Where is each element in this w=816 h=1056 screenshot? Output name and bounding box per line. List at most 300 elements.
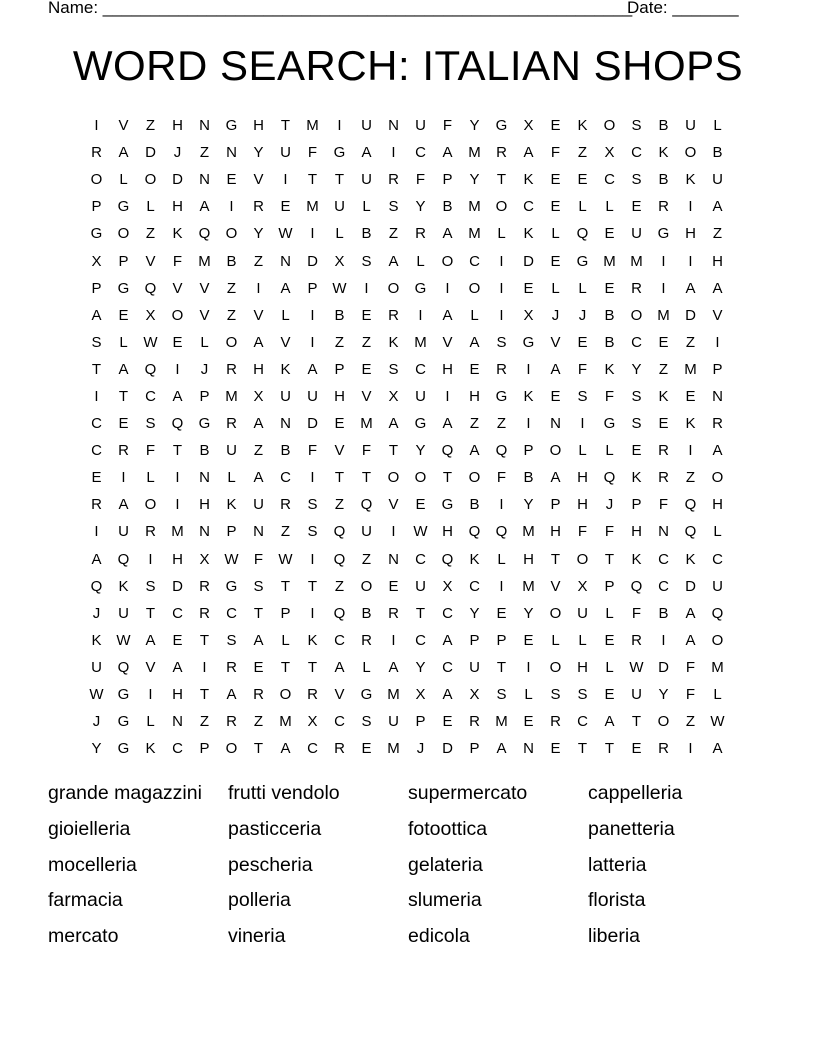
grid-letter: O [414, 469, 427, 487]
grid-letter: X [307, 713, 318, 731]
grid-letter: L [578, 442, 587, 460]
grid-row [83, 654, 731, 681]
grid-letter: I [580, 415, 585, 433]
grid-letter: F [172, 252, 183, 270]
grid-letter: Z [226, 279, 237, 297]
grid-row [83, 275, 731, 302]
grid-letter: M [387, 686, 400, 704]
grid-letter: A [604, 713, 615, 731]
grid-letter: C [631, 333, 642, 351]
grid-letter: H [442, 523, 453, 541]
word-list-item: florista [588, 889, 646, 912]
grid-row [83, 356, 731, 383]
grid-letter: D [442, 740, 453, 758]
grid-letter: T [550, 550, 561, 568]
grid-letter: B [361, 225, 372, 243]
grid-letter: U [253, 496, 264, 514]
grid-letter: D [145, 144, 156, 162]
grid-letter: I [175, 469, 180, 487]
grid-letter: I [526, 415, 531, 433]
grid-row [83, 708, 731, 735]
grid-letter: Y [415, 198, 426, 216]
grid-letter: C [415, 144, 426, 162]
grid-letter: K [118, 577, 129, 595]
grid-letter: B [658, 604, 669, 622]
word-list-item: grande magazzini [48, 782, 202, 804]
grid-letter: C [91, 415, 102, 433]
grid-letter: V [442, 333, 453, 351]
grid-letter: H [199, 496, 210, 514]
grid-letter: I [229, 198, 234, 216]
grid-letter: A [685, 604, 696, 622]
grid-letter: E [361, 306, 372, 324]
grid-letter: P [280, 604, 291, 622]
grid-letter: C [712, 550, 723, 568]
grid-row [83, 220, 731, 247]
grid-letter: P [91, 279, 102, 297]
grid-letter: A [442, 415, 453, 433]
grid-letter: C [91, 442, 102, 460]
grid-letter: E [604, 279, 615, 297]
grid-letter: R [388, 171, 399, 189]
grid-letter: C [172, 740, 183, 758]
grid-letter: V [145, 658, 156, 676]
grid-letter: C [442, 658, 453, 676]
grid-letter: O [144, 171, 157, 189]
grid-letter: R [658, 740, 669, 758]
grid-letter: L [551, 279, 560, 297]
grid-letter: T [604, 740, 615, 758]
grid-letter: Z [577, 144, 588, 162]
grid-letter: F [604, 523, 615, 541]
grid-letter: A [388, 415, 399, 433]
grid-letter: A [91, 550, 102, 568]
grid-letter: C [334, 631, 345, 649]
grid-letter: Q [441, 550, 454, 568]
grid-letter: T [631, 713, 642, 731]
word-list-item: liberia [588, 925, 641, 948]
grid-letter: O [711, 469, 724, 487]
grid-letter: E [577, 171, 588, 189]
grid-letter: R [91, 144, 102, 162]
grid-letter: A [685, 631, 696, 649]
grid-letter: D [658, 658, 669, 676]
grid-letter: M [171, 523, 184, 541]
grid-letter: P [469, 740, 480, 758]
grid-letter: S [361, 713, 372, 731]
grid-letter: F [604, 387, 615, 405]
grid-letter: O [225, 225, 238, 243]
grid-letter: I [526, 658, 531, 676]
grid-letter: E [685, 387, 696, 405]
grid-letter: E [118, 415, 129, 433]
grid-letter: E [280, 198, 291, 216]
word-list-item: pasticceria [228, 817, 322, 840]
grid-letter: I [499, 306, 504, 324]
grid-letter: E [550, 198, 561, 216]
grid-letter: L [227, 469, 236, 487]
grid-letter: U [226, 442, 237, 460]
grid-letter: X [334, 252, 345, 270]
grid-letter: A [442, 306, 453, 324]
grid-letter: E [658, 333, 669, 351]
grid-letter: H [253, 117, 264, 135]
grid-letter: N [280, 415, 291, 433]
grid-letter: U [280, 387, 291, 405]
grid-letter: A [253, 631, 264, 649]
grid-letter: Q [333, 550, 346, 568]
grid-letter: I [310, 333, 315, 351]
grid-letter: L [497, 225, 506, 243]
grid-letter: N [199, 171, 210, 189]
grid-letter: V [253, 171, 264, 189]
grid-letter: K [307, 631, 318, 649]
grid-letter: H [550, 523, 561, 541]
grid-letter: A [361, 144, 372, 162]
grid-letter: Y [469, 604, 480, 622]
grid-letter: A [442, 225, 453, 243]
grid-letter: I [364, 279, 369, 297]
grid-letter: Z [712, 225, 723, 243]
grid-letter: O [90, 171, 103, 189]
grid-letter: W [629, 658, 644, 676]
grid-letter: I [94, 387, 99, 405]
grid-letter: E [496, 604, 507, 622]
grid-letter: L [497, 550, 506, 568]
grid-letter: S [496, 333, 507, 351]
grid-letter: I [121, 469, 126, 487]
grid-letter: O [279, 686, 292, 704]
grid-letter: U [388, 713, 399, 731]
grid-letter: U [361, 523, 372, 541]
grid-letter: O [711, 631, 724, 649]
letter-grid [83, 112, 731, 762]
grid-letter: Q [360, 496, 373, 514]
grid-letter: P [199, 740, 210, 758]
grid-letter: V [172, 279, 183, 297]
grid-letter: Q [333, 604, 346, 622]
grid-letter: I [391, 523, 396, 541]
grid-letter: T [442, 469, 453, 487]
grid-letter: B [469, 496, 480, 514]
grid-letter: G [414, 279, 427, 297]
grid-letter: A [550, 469, 561, 487]
grid-letter: A [442, 144, 453, 162]
word-list-item: mocelleria [48, 853, 137, 876]
grid-letter: A [253, 415, 264, 433]
grid-letter: O [549, 604, 562, 622]
grid-letter: I [94, 523, 99, 541]
grid-letter: K [631, 469, 642, 487]
grid-letter: R [631, 631, 642, 649]
grid-row [83, 139, 731, 166]
grid-letter: F [415, 171, 426, 189]
grid-letter: F [577, 360, 588, 378]
grid-letter: O [144, 496, 157, 514]
grid-letter: S [145, 415, 156, 433]
grid-letter: I [661, 631, 666, 649]
grid-letter: A [496, 740, 507, 758]
grid-letter: S [388, 198, 399, 216]
grid-letter: I [499, 252, 504, 270]
grid-letter: V [118, 117, 129, 135]
grid-letter: N [199, 523, 210, 541]
grid-letter: T [307, 577, 318, 595]
grid-letter: M [495, 713, 508, 731]
grid-letter: T [577, 740, 588, 758]
word-list-item: latteria [588, 853, 647, 876]
grid-letter: A [118, 144, 129, 162]
grid-letter: Q [198, 225, 211, 243]
grid-letter: R [145, 523, 156, 541]
grid-letter: S [226, 631, 237, 649]
grid-letter: P [91, 198, 102, 216]
grid-letter: O [549, 442, 562, 460]
grid-letter: R [307, 686, 318, 704]
grid-letter: M [360, 415, 373, 433]
grid-letter: G [657, 225, 670, 243]
grid-letter: P [469, 631, 480, 649]
grid-letter: U [91, 658, 102, 676]
grid-letter: G [117, 740, 130, 758]
grid-letter: X [388, 387, 399, 405]
grid-letter: A [253, 469, 264, 487]
grid-letter: M [225, 387, 238, 405]
grid-letter: S [307, 496, 318, 514]
grid-letter: I [499, 279, 504, 297]
grid-letter: V [550, 333, 561, 351]
grid-letter: T [307, 658, 318, 676]
grid-letter: L [146, 713, 155, 731]
grid-letter: H [253, 360, 264, 378]
grid-letter: Q [171, 415, 184, 433]
grid-letter: G [441, 496, 454, 514]
grid-letter: C [415, 631, 426, 649]
grid-letter: K [631, 550, 642, 568]
grid-letter: G [576, 252, 589, 270]
grid-letter: R [658, 198, 669, 216]
grid-letter: I [688, 442, 693, 460]
grid-letter: L [605, 658, 614, 676]
grid-letter: C [604, 171, 615, 189]
grid-letter: C [145, 387, 156, 405]
grid-letter: T [604, 550, 615, 568]
grid-letter: M [468, 198, 481, 216]
grid-letter: O [360, 577, 373, 595]
grid-letter: T [496, 658, 507, 676]
grid-letter: E [469, 360, 480, 378]
grid-letter: F [307, 442, 318, 460]
grid-letter: S [631, 415, 642, 433]
grid-letter: Z [334, 496, 345, 514]
grid-letter: V [199, 279, 210, 297]
grid-letter: R [658, 442, 669, 460]
grid-letter: A [388, 252, 399, 270]
grid-letter: A [712, 442, 723, 460]
grid-letter: J [92, 604, 101, 622]
grid-letter: M [414, 333, 427, 351]
grid-letter: E [523, 631, 534, 649]
grid-letter: T [280, 658, 291, 676]
grid-letter: Q [576, 225, 589, 243]
grid-letter: R [712, 415, 723, 433]
grid-letter: C [415, 360, 426, 378]
grid-letter: Y [469, 117, 480, 135]
grid-letter: Z [496, 415, 507, 433]
grid-letter: M [657, 306, 670, 324]
grid-letter: I [499, 577, 504, 595]
grid-letter: T [415, 604, 426, 622]
grid-letter: X [604, 144, 615, 162]
grid-letter: E [631, 740, 642, 758]
grid-letter: O [387, 469, 400, 487]
grid-letter: V [361, 387, 372, 405]
grid-letter: L [119, 171, 128, 189]
grid-letter: A [226, 686, 237, 704]
grid-letter: F [577, 523, 588, 541]
grid-letter: D [307, 415, 318, 433]
grid-letter: Y [415, 658, 426, 676]
grid-letter: A [442, 686, 453, 704]
grid-letter: N [712, 387, 723, 405]
grid-letter: Y [415, 442, 426, 460]
grid-letter: O [468, 279, 481, 297]
grid-letter: O [630, 306, 643, 324]
grid-letter: W [224, 550, 239, 568]
grid-letter: Z [145, 225, 156, 243]
grid-letter: P [226, 523, 237, 541]
grid-letter: R [199, 577, 210, 595]
grid-row [83, 546, 731, 573]
grid-letter: I [310, 306, 315, 324]
grid-letter: R [226, 658, 237, 676]
grid-letter: Q [144, 279, 157, 297]
grid-letter: I [445, 279, 450, 297]
word-list-item: frutti vendolo [228, 782, 340, 804]
grid-letter: Y [523, 496, 534, 514]
grid-row [83, 735, 731, 762]
grid-letter: M [306, 198, 319, 216]
grid-row [83, 437, 731, 464]
grid-letter: Y [658, 686, 669, 704]
grid-letter: R [415, 225, 426, 243]
grid-letter: A [118, 496, 129, 514]
grid-letter: T [496, 171, 507, 189]
grid-letter: I [175, 496, 180, 514]
grid-letter: N [226, 144, 237, 162]
grid-letter: K [685, 171, 696, 189]
grid-letter: M [630, 252, 643, 270]
grid-letter: C [469, 577, 480, 595]
grid-letter: L [605, 198, 614, 216]
grid-letter: I [148, 550, 153, 568]
grid-letter: I [310, 469, 315, 487]
grid-letter: L [578, 279, 587, 297]
grid-letter: W [332, 279, 347, 297]
grid-letter: E [334, 415, 345, 433]
grid-letter: Q [90, 577, 103, 595]
grid-letter: I [283, 171, 288, 189]
grid-letter: L [119, 333, 128, 351]
grid-letter: H [442, 360, 453, 378]
grid-letter: U [118, 523, 129, 541]
grid-letter: Z [199, 713, 210, 731]
grid-letter: H [172, 686, 183, 704]
grid-letter: K [523, 387, 534, 405]
grid-letter: U [307, 387, 318, 405]
grid-letter: J [551, 306, 560, 324]
grid-letter: R [388, 306, 399, 324]
grid-letter: G [117, 686, 130, 704]
grid-letter: X [469, 686, 480, 704]
grid-letter: E [550, 387, 561, 405]
grid-letter: W [710, 713, 725, 731]
grid-letter: U [631, 686, 642, 704]
grid-letter: A [280, 740, 291, 758]
grid-letter: G [495, 117, 508, 135]
grid-row [83, 193, 731, 220]
grid-letter: M [522, 523, 535, 541]
name-field: Name: ________________________________________________________ [48, 0, 633, 17]
grid-letter: E [550, 117, 561, 135]
grid-letter: F [361, 442, 372, 460]
grid-letter: U [334, 198, 345, 216]
grid-row [83, 464, 731, 491]
grid-letter: O [225, 333, 238, 351]
grid-letter: G [225, 117, 238, 135]
grid-letter: Y [91, 740, 102, 758]
grid-letter: Y [253, 225, 264, 243]
grid-letter: R [631, 279, 642, 297]
grid-letter: A [199, 198, 210, 216]
grid-letter: S [91, 333, 102, 351]
word-list-item: mercato [48, 925, 119, 948]
grid-letter: X [523, 117, 534, 135]
grid-letter: V [334, 686, 345, 704]
grid-letter: B [712, 144, 723, 162]
grid-letter: T [253, 740, 264, 758]
grid-letter: F [496, 469, 507, 487]
grid-letter: R [253, 686, 264, 704]
grid-letter: A [253, 333, 264, 351]
grid-letter: E [523, 279, 534, 297]
word-list-item: gelateria [408, 853, 483, 876]
grid-letter: I [310, 225, 315, 243]
grid-letter: Y [523, 604, 534, 622]
grid-letter: W [413, 523, 428, 541]
grid-letter: M [468, 225, 481, 243]
grid-letter: D [172, 577, 183, 595]
grid-letter: R [496, 144, 507, 162]
grid-letter: T [388, 442, 399, 460]
grid-letter: R [361, 631, 372, 649]
grid-letter: K [145, 740, 156, 758]
grid-letter: H [469, 387, 480, 405]
grid-letter: J [92, 713, 101, 731]
date-field: Date: _______ [627, 0, 739, 17]
grid-letter: H [712, 252, 723, 270]
grid-letter: Q [144, 360, 157, 378]
grid-letter: D [685, 577, 696, 595]
grid-letter: P [307, 279, 318, 297]
grid-letter: O [495, 198, 508, 216]
grid-letter: R [199, 604, 210, 622]
grid-letter: I [688, 740, 693, 758]
grid-letter: G [117, 198, 130, 216]
grid-letter: Z [685, 713, 696, 731]
grid-letter: M [603, 252, 616, 270]
grid-letter: A [172, 658, 183, 676]
